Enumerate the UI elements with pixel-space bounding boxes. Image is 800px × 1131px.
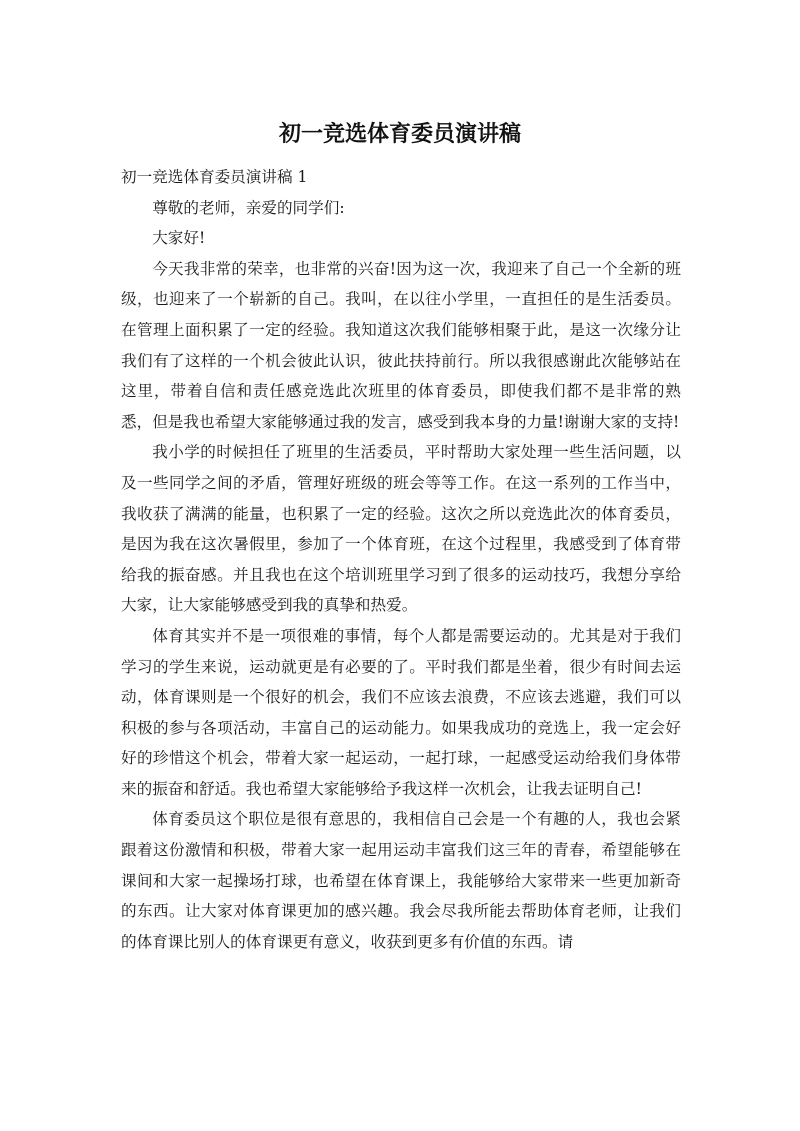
salutation-paragraph: 尊敬的老师，亲爱的同学们: <box>152 198 345 217</box>
body-paragraph: 今天我非常的荣幸，也非常的兴奋!因为这一次，我迎来了自己一个全新的班级，也迎来了一个崭新的自己。我叫，在以往小学里，一直担任的是生活委员。在管理上面积累了一定的经验。我知道这次我们能够相聚于此，是这一次缘分让我们有了这样的一个机会彼此认识，彼此扶持前行。所以我很感谢此次能够站在这里，带着自信和责任感竞选此次班里的体育委员，即使我们都不是非常的熟悉，但是我也希望大家能够通过我的发言，感受到我本身的力量!谢谢大家的支持! <box>121 259 681 431</box>
body-paragraph: 体育其实并不是一项很难的事情，每个人都是需要运动的。尤其是对于我们学习的学生来说，运动就更是有必要的了。平时我们都是坐着，很少有时间去运动，体育课则是一个很好的机会，我们不应该去浪费，不应该去逃避，我们可以积极的参与各项活动，丰富自己的运动能力。如果我成功的竞选上，我一定会好好的珍惜这个机会，带着大家一起运动，一起打球，一起感受运动给我们身体带来的振奋和舒适。我也希望大家能够给予我这样一次机会，让我去证明自己! <box>121 626 681 798</box>
greeting-paragraph: 大家好! <box>152 229 206 248</box>
body-paragraph: 体育委员这个职位是很有意思的，我相信自己会是一个有趣的人，我也会紧跟着这份激情和积极，带着大家一起用运动丰富我们这三年的青春，希望能够在课间和大家一起操场打球，也希望在体育课上，我能够给大家带来一些更加新奇的东西。让大家对体育课更加的感兴趣。我会尽我所能去帮助体育老师，让我们的体育课比别人的体育课更有意义，收获到更多有价值的东西。请 <box>121 810 681 951</box>
body-paragraph: 我小学的时候担任了班里的生活委员，平时帮助大家处理一些生活问题，以及一些同学之间的矛盾，管理好班级的班会等等工作。在这一系列的工作当中，我收获了满满的能量，也积累了一定的经验。这次之所以竞选此次的体育委员，是因为我在这次暑假里，参加了一个体育班，在这个过程里，我感受到了体育带给我的振奋感。并且我也在这个培训班里学习到了很多的运动技巧，我想分享给大家，让大家能够感受到我的真挚和热爱。 <box>121 443 681 615</box>
document-body <box>121 162 681 957</box>
document-title: 初一竞选体育委员演讲稿 <box>278 122 521 147</box>
document-subtitle: 初一竞选体育委员演讲稿 1 <box>121 168 308 186</box>
